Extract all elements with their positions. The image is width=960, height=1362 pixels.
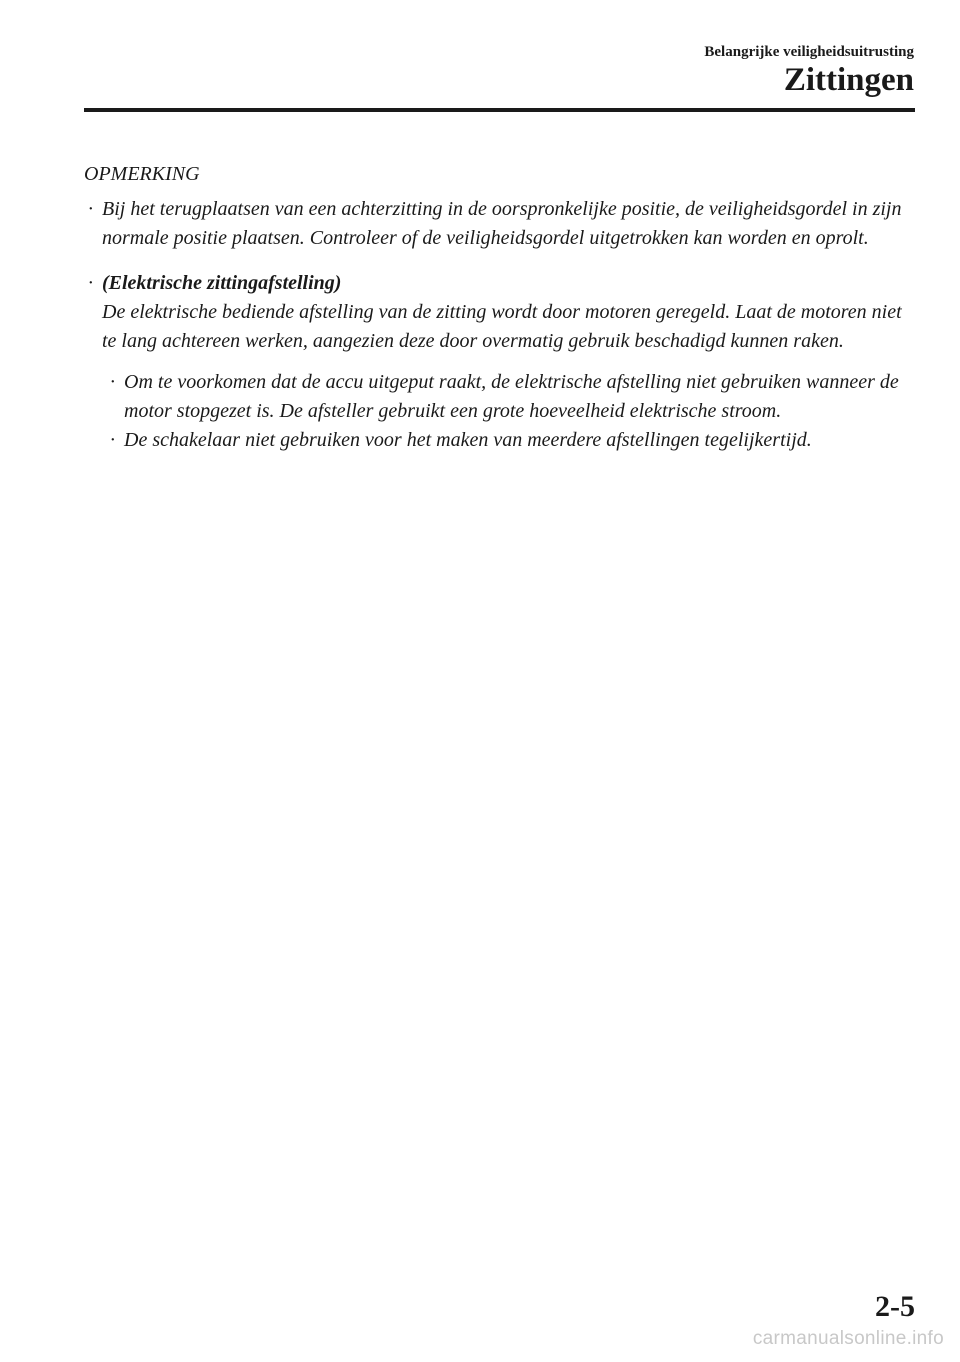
note-subitem bbox=[102, 426, 914, 455]
section-header: Belangrijke veiligheidsuitrusting bbox=[704, 44, 914, 60]
note-subitem-text: De schakelaar niet gebruiken voor het maken van meerdere afstellingen tegelijkertijd. bbox=[124, 429, 812, 451]
bullet-icon: · bbox=[88, 198, 93, 220]
note-item bbox=[84, 195, 914, 253]
page-title: Zittingen bbox=[783, 62, 914, 98]
note-item-lead: (Elektrische zittingafstelling) bbox=[102, 272, 342, 294]
page-number: 2-5 bbox=[875, 1290, 915, 1323]
watermark: carmanualsonline.info bbox=[752, 1328, 944, 1349]
note-heading: OPMERKING bbox=[84, 163, 200, 185]
bullet-icon: · bbox=[110, 371, 115, 393]
header-rule bbox=[84, 108, 915, 112]
bullet-icon: · bbox=[110, 429, 115, 451]
bullet-icon: · bbox=[88, 272, 93, 294]
note-subitem-text: Om te voorkomen dat de accu uitgeput raakt, de elektrische afstelling niet gebruiken wanneer de motor stopgezet is. De afsteller gebruikt een grote hoeveelheid elektrische stroom. bbox=[124, 371, 899, 422]
note-item bbox=[84, 269, 914, 455]
note-item-text: De elektrische bediende afstelling van de zitting wordt door motoren geregeld. Laat de motoren niet te lang achtereen werken, aangezien deze door overmatig gebruik beschadigd kunnen raken. bbox=[102, 301, 902, 352]
note-item-text: Bij het terugplaatsen van een achterzitting in de oorspronkelijke positie, de veiligheidsgordel in zijn normale positie plaatsen. Controleer of de veiligheidsgordel uitgetrokken kan worden en oprolt. bbox=[102, 198, 902, 249]
note-subitem bbox=[102, 368, 914, 426]
note-block bbox=[84, 160, 914, 471]
